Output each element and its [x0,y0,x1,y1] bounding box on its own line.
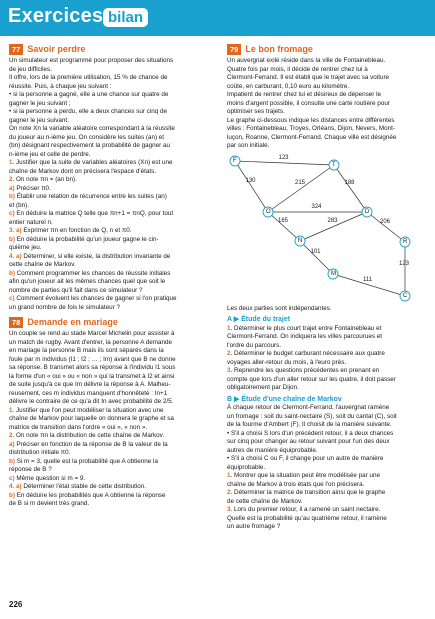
part-b-body [227,404,429,532]
text-line: et (bn). [9,201,29,209]
node-label: T [332,161,336,168]
text-line: Un couple se rend au stade Marcel Michelin pour assister à [9,330,175,337]
node-label: D [365,208,370,215]
text-line: n-ième jeu et celle de perdre. [9,150,91,158]
text-line: autres de manière équiprobable. [227,446,318,454]
text-line: b) Si m = 3, quelle est la probabilité que A obtienne la [9,457,158,465]
graph-edge-F-O [235,161,268,212]
exercise-number: 79 [227,44,241,55]
graph-caption: Les deux parties sont indépendantes. [227,304,332,312]
text-line: 1. Justifier que l'on peut modéliser la situation avec une [9,406,164,414]
graph-edge-N-M [300,241,333,274]
text-line: Clermont-Ferrand. Il est établi que le trajet avec sa voiture [227,74,390,81]
page-number: 226 [9,600,23,609]
banner-badge: bilan [103,8,148,27]
text-line: cette chaîne de Markov. [9,261,76,268]
text-line: 3. Reprendre les questions précédentes en prenant en [227,367,380,374]
text-line: coûte, en carburant, 0,10 euro au kilomètre. [227,82,350,90]
text-line: villes : Fontainebleau, Troyes, Orléans, Dijon, Nevers, Mont- [227,125,395,132]
text-line: b) Comment programmer les chances de réussite initiales [9,269,171,277]
text-line: de suite jusqu'à ce que Im délivre la réponse à A. Malheu- [9,381,171,388]
text-line: chaîne de Markov dont on précisera l'espace d'états. [9,167,156,175]
text-line: la forme d'un « oui » ou « non » qui la transmet à I2 et ainsi [9,372,175,380]
text-line: du joueur au n-ième jeu. On considère les suites (an) et [9,133,165,141]
text-line: luçon, Roanne, Clermont-Ferrand. Chaque ville est désignée [227,133,397,141]
text-line: 2. On note πn = (an bn). [9,176,77,183]
text-line: On note Xn la variable aléatoire correspondant à la réussite [9,125,175,132]
graph-edge-O-N [268,212,300,241]
text-line: foule par m individus (I1 ; I2 ; … ; Im) avant que B ne donne [9,355,176,363]
edge-weight-label: 123 [399,260,410,267]
text-line: Quatre fois par mois, il décide de rentrer chez lui à [227,65,368,73]
text-line: b) Établir une relation de récurrence entre les suites (an) [9,193,167,200]
text-line: sur cinq pour changer au retour suivant pour l'un des deux [227,438,390,445]
graph-edge-T-D [334,165,367,212]
text-line: un match de rugby. Avant d'entrer, la personne A demande [9,338,173,346]
text-line: 4. a) Déterminer l'état stable de cette distribution. [9,483,147,490]
part-b-title: B ▶ Étude d'une chaîne de Markov [227,395,342,403]
text-line: 2. Déterminer la matrice de transition ainsi que le graphe [227,489,386,496]
graph-edges [227,155,429,305]
banner-title: Exercices [8,5,104,27]
node-label: O [266,208,271,215]
text-line: 1. Justifier que la suite de variables aléatoires (Xn) est une [9,159,173,166]
text-line: quième jeu. [9,244,42,251]
text-line: en mariage la personne B mais ils sont séparés dans la [9,347,164,354]
part-a-body [227,325,429,393]
text-line: c) Même question si m = 9. [9,474,86,482]
text-line: Clermont-Ferrand. On indiquera les villes parcourues et [227,333,383,340]
text-line: À chaque retour de Clermont-Ferrand, l'auvergnat ramène [227,404,390,411]
node-label: R [403,238,408,245]
exercise-79-body [227,57,429,151]
exercise-77-body [9,57,214,312]
text-line: de B si m devient très grand. [9,500,90,507]
node-label: N [298,237,303,244]
text-line: un autre fromage ? [227,523,281,530]
text-line: moins d'argent possible, il consulte une carte routière pour [227,99,390,107]
text-line: Quelle est la probabilité qu'au quatrième retour, il ramène [227,514,387,522]
exercise-78-header [9,317,214,328]
text-line: 3. a) Exprimer πn en fonction de Q, n et π0. [9,227,132,234]
edge-weight-label: 215 [295,180,306,186]
exercise-number: 77 [9,44,23,55]
text-line: c) En déduire la matrice Q telle que πn+1 = πnQ, pour tout [9,210,174,217]
text-line: chaîne de Markov pour laquelle on donnera le graphe et sa [9,415,174,422]
right-column [227,44,429,532]
text-line: équiprobable. [227,463,266,471]
text-line: 2. On note πn la distribution de cette chaîne de Markov. [9,432,165,439]
edge-weight-label: 165 [278,218,289,224]
text-line: a) Préciser en fonction de la réponse de B la valeur de la [9,440,168,448]
text-line: 1. Déterminer le plus court trajet entre Fontainebleau et [227,324,382,332]
text-line: optimiser ses trajets. [227,108,285,115]
text-line: Il offre, lors de la première utilisation, 15 % de chance de [9,74,168,81]
text-line: l'ordre du parcours. [227,341,282,349]
text-line: (bn) désignant respectivement la probabilité de gagner au [9,142,171,149]
left-column [9,44,214,509]
node-label: F [233,157,237,164]
text-line: distribution initiale π0. [9,449,71,456]
text-line: • S'il a choisi C ou F, il change pour un autre de manière [227,455,384,462]
text-line: un fromage : soit du saint-nectaire (S), soit du cantal (C), soit [227,412,397,420]
text-line: Un auvergnat exilé réside dans la ville de Fontainebleau. [227,57,386,64]
text-line: compte que lors d'un aller retour sur les quatre, il doit passer [227,375,396,383]
text-line: chaîne de Markov à trois états que l'on précisera. [227,480,365,488]
text-line: sa réponse. B transmet alors sa réponse à l'individu I1 sous [9,364,176,371]
text-line: de cette chaîne de Markov. [227,497,303,505]
text-line: b) En déduire les probabilités que A obtienne la réponse [9,491,166,499]
city-distance-graph [227,155,429,305]
edge-weight-label: 130 [245,178,256,184]
edge-weight-label: 123 [278,154,289,161]
text-line: réussite. Puis, à chaque jeu suivant : [9,82,112,90]
text-line: de jeu difficiles. [9,65,52,73]
text-line: Impatient de rentrer chez lui et désireux de dépenser le [227,91,382,98]
exercise-title: Demande en mariage [27,317,118,328]
edge-weight-label: 101 [310,249,321,255]
text-line: 3. Lors du premier retour, il a ramené un saint nectaire. [227,506,381,513]
text-line: a) Préciser π0. [9,184,51,192]
text-line: c) Comment évoluent les chances de gagner si l'on pratique [9,295,177,302]
text-line: • S'il a choisi S lors d'un précédent retour, il a deux chances [227,429,394,437]
text-line: délivre le contraire de ce qu'a dit In avec probabilité de 2/5. [9,398,174,405]
text-line: par son initiale. [227,142,270,149]
node-label: M [331,270,336,277]
text-line: un grand nombre de fois le simulateur ? [9,303,120,311]
text-line: b) En déduire la probabilité qu'un joueur gagne le cin- [9,235,159,243]
text-line: afin qu'un joueur ait les mêmes chances quel que soit le [9,278,166,285]
exercise-title: Le bon fromage [245,44,313,55]
graph-edge-D-N [300,212,367,241]
edge-weight-label: 206 [380,218,391,225]
exercise-79-header [227,44,429,55]
text-line: gagner le jeu suivant. [9,116,69,124]
exercise-78-body [9,330,214,509]
text-line: réponse de B ? [9,466,52,473]
text-line: nombre de parties qu'il fait dans ce simulateur ? [9,286,143,294]
text-line: • si la personne a gagné, elle a une chance sur quatre de [9,91,169,98]
exercise-number: 78 [9,317,23,328]
text-line: obligatoirement par Dijon. [227,384,299,391]
text-line: 2. Déterminer le budget carburant nécessaire aux quatre [227,350,385,357]
text-line: gagner le jeu suivant ; [9,99,71,107]
page-banner [0,0,435,36]
text-line: de la fourme d'Ambert (F). Il choisit de la manière suivante. [227,421,392,428]
exercise-77-header [9,44,214,55]
text-line: • si la personne a perdu, elle a deux chances sur cinq de [9,108,167,115]
edge-weight-label: 324 [311,203,322,210]
text-line: 1. Montrer que la situation peut être modélisée par une [227,472,380,479]
part-a-title: A ▶ Étude du trajet [227,316,291,323]
edge-weight-label: 283 [327,218,338,224]
node-label: C [403,292,408,299]
text-line: reusement, ces m individus manquent d'honnêteté : In+1 [9,389,168,397]
text-line: 4. a) Déterminer, si elle existe, la distribution invariante de [9,252,171,260]
graph-edge-O-T [268,165,334,212]
exercise-title: Savoir perdre [27,44,86,55]
edge-weight-label: 111 [363,276,373,283]
text-line: entier naturel n. [9,218,53,226]
text-line: Le graphe ci-dessous indique les distances entre différentes [227,116,395,124]
text-line: voyages aller-retour du mois, à l'euro près. [227,358,347,366]
edge-weight-label: 188 [344,180,355,186]
text-line: matrice de transition dans l'ordre « oui », « non ». [9,423,148,431]
text-line: Un simulateur est programmé pour proposer des situations [9,57,174,64]
graph-edge-D-R [367,212,405,242]
